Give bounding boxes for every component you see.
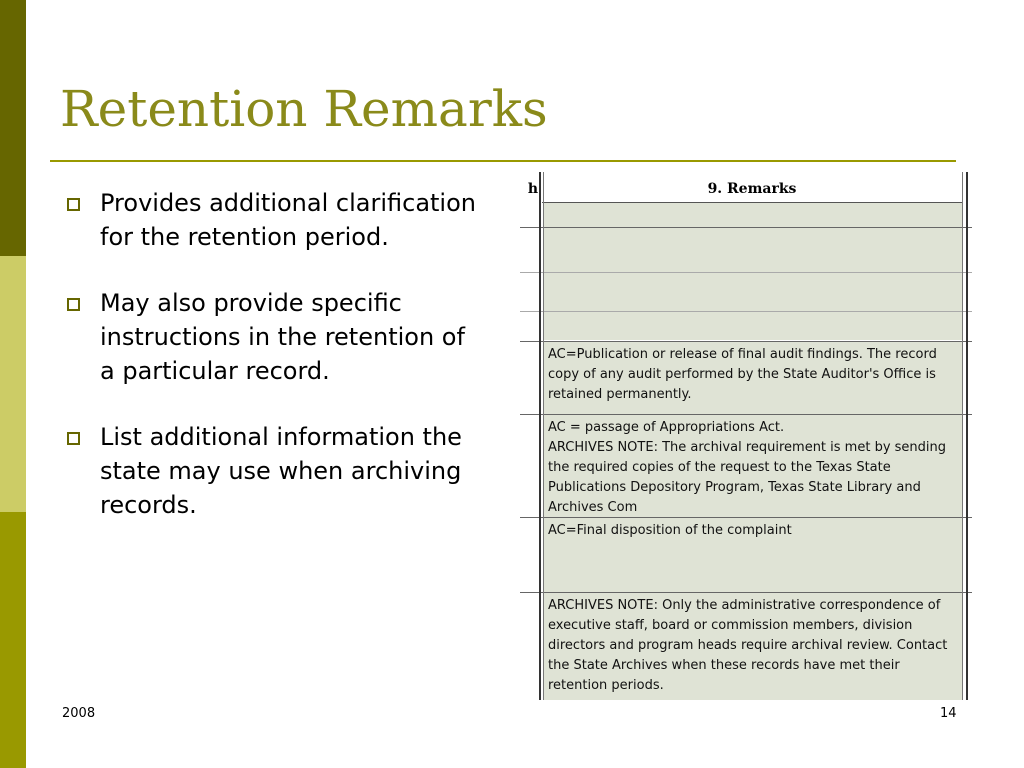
square-bullet-icon <box>67 432 80 445</box>
previous-column-header-fragment: h <box>527 181 538 197</box>
remarks-row-empty <box>544 203 962 227</box>
table-border-left <box>539 172 541 700</box>
table-border-left-inner <box>543 172 544 700</box>
table-divider <box>520 227 972 228</box>
side-bar-segment-top <box>0 0 26 256</box>
side-bar-segment-middle <box>0 256 26 512</box>
square-bullet-icon <box>67 298 80 311</box>
table-border-right <box>966 172 968 700</box>
bullet-item <box>64 186 484 254</box>
slide-title: Retention Remarks <box>60 80 548 138</box>
bullet-item <box>64 286 484 388</box>
slide-number: 14 <box>940 706 957 721</box>
bullet-text: Provides additional clarification for the retention period. <box>100 189 476 251</box>
table-divider <box>520 517 972 518</box>
table-divider <box>520 272 972 273</box>
side-accent-bar <box>0 0 26 768</box>
bullet-item <box>64 420 484 522</box>
side-bar-segment-bottom <box>0 512 26 768</box>
table-divider <box>520 311 972 312</box>
remarks-row: AC=Publication or release of final audit findings. The record copy of any audit performed by the State Auditor's Office is retained permanently. <box>544 342 962 414</box>
remarks-row-empty <box>544 228 962 340</box>
bullet-list <box>64 186 484 554</box>
remarks-row: AC=Final disposition of the complaint <box>544 518 962 592</box>
table-divider <box>520 414 972 415</box>
bullet-text: May also provide specific instructions in the retention of a particular record. <box>100 289 465 385</box>
remarks-column-header: 9. Remarks <box>542 172 962 203</box>
title-underline <box>50 160 956 162</box>
table-border-right-inner <box>962 172 963 700</box>
bullet-text: List additional information the state may use when archiving records. <box>100 423 462 519</box>
remarks-row: ARCHIVES NOTE: Only the administrative correspondence of executive staff, board or commission members, division directors and program heads require archival review. Contact the State Archives when these records have met their retention periods. <box>544 593 962 700</box>
square-bullet-icon <box>67 198 80 211</box>
table-divider <box>520 592 972 593</box>
remarks-table-image <box>520 172 972 700</box>
remarks-row: AC = passage of Appropriations Act. ARCHIVES NOTE: The archival requirement is met by sending the required copies of the request to the Texas State Publications Depository Program, Texas State Library and Archives Com <box>544 415 962 517</box>
table-divider <box>520 341 972 342</box>
footer-year: 2008 <box>62 706 96 721</box>
